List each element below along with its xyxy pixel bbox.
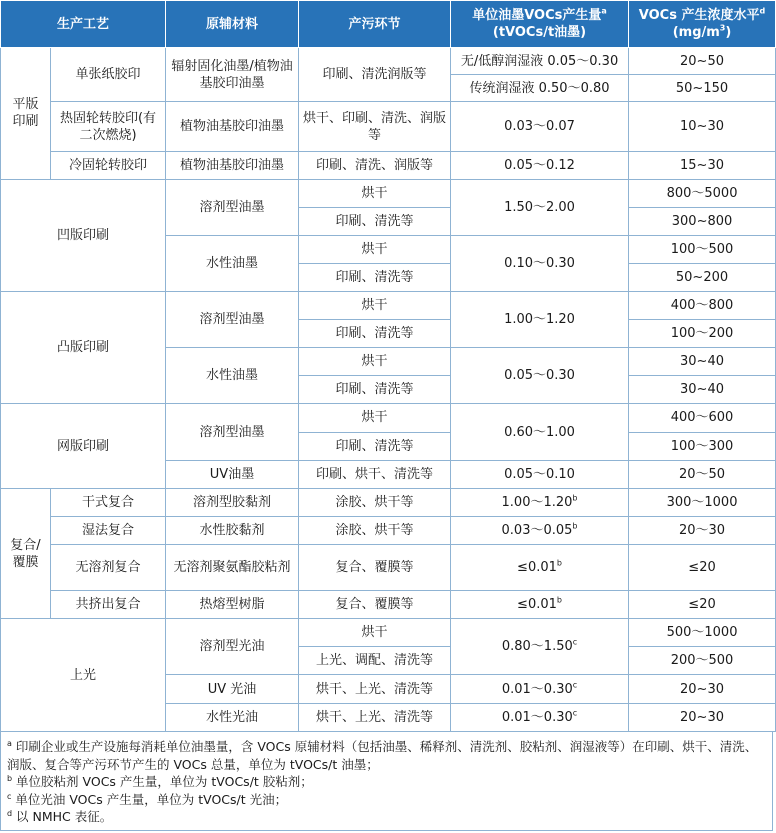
- stage-cell: 印刷、清洗等: [299, 320, 451, 348]
- vocs-cell: 1.00～1.20$^b$: [451, 488, 629, 516]
- vocs-cell: 传统润湿液 0.50～0.80: [451, 75, 629, 102]
- stage-cell: 印刷、烘干、清洗等: [299, 460, 451, 488]
- material-cell: 植物油基胶印油墨: [166, 152, 299, 179]
- group-varnish: 上光: [1, 619, 166, 732]
- vocs-cell: 0.60～1.00: [451, 404, 629, 460]
- footnote-b: $^b$ 单位胶粘剂 VOCs 产生量，单位为 tVOCs/t 胶粘剂；: [7, 773, 313, 789]
- table-row: [1, 152, 776, 179]
- stage-cell: 烘干: [299, 235, 451, 263]
- table-row: [1, 48, 776, 75]
- material-cell: 溶剂型光油: [166, 619, 299, 675]
- stage-cell: 烘干、上光、清洗等: [299, 675, 451, 703]
- stage-cell: 烘干: [299, 404, 451, 432]
- table-row: [1, 179, 776, 207]
- concentration-cell: 15~30: [629, 152, 776, 179]
- table-row: [1, 291, 776, 319]
- group-offset: 平版印刷: [1, 48, 51, 180]
- table-footnotes: [0, 732, 773, 831]
- concentration-cell: 20~30: [629, 703, 776, 731]
- material-cell: 水性胶黏剂: [166, 516, 299, 544]
- material-cell: 溶剂型油墨: [166, 404, 299, 460]
- concentration-cell: 500～1000: [629, 619, 776, 647]
- table-row: [1, 544, 776, 590]
- concentration-cell: 300～1000: [629, 488, 776, 516]
- vocs-cell: 0.10～0.30: [451, 235, 629, 291]
- stage-cell: 烘干: [299, 348, 451, 376]
- concentration-cell: 400～800: [629, 291, 776, 319]
- concentration-cell: 20~50: [629, 48, 776, 75]
- stage-cell: 烘干: [299, 291, 451, 319]
- stage-cell: 复合、覆膜等: [299, 591, 451, 619]
- concentration-cell: 30~40: [629, 376, 776, 404]
- concentration-cell: 30~40: [629, 348, 776, 376]
- vocs-cell: 0.03～0.05$^b$: [451, 516, 629, 544]
- vocs-cell: 1.50～2.00: [451, 179, 629, 235]
- process-cell: 无溶剂复合: [51, 544, 166, 590]
- stage-cell: 烘干、上光、清洗等: [299, 703, 451, 731]
- stage-cell: 印刷、清洗等: [299, 376, 451, 404]
- stage-cell: 印刷、清洗、润版等: [299, 152, 451, 179]
- stage-cell: 烘干: [299, 619, 451, 647]
- process-cell: 共挤出复合: [51, 591, 166, 619]
- stage-cell: 印刷、清洗等: [299, 432, 451, 460]
- concentration-cell: 20～50: [629, 460, 776, 488]
- group-laminate: 复合/覆膜: [1, 488, 51, 619]
- footnote-d: $^d$ 以 NMHC 表征。: [7, 808, 113, 824]
- stage-cell: 上光、调配、清洗等: [299, 647, 451, 675]
- process-cell: 热固轮转胶印(有二次燃烧): [51, 102, 166, 152]
- vocs-cell: 0.05～0.10: [451, 460, 629, 488]
- table-header-row: [1, 1, 776, 48]
- material-cell: 水性光油: [166, 703, 299, 731]
- material-cell: 植物油基胶印油墨: [166, 102, 299, 152]
- material-cell: 热熔型树脂: [166, 591, 299, 619]
- concentration-cell: 800～5000: [629, 179, 776, 207]
- stage-cell: 印刷、清洗润版等: [299, 48, 451, 102]
- header-unit-vocs: 单位油墨VOCs产生量$^a$ (tVOCs/t油墨): [451, 1, 629, 48]
- stage-cell: 涂胶、烘干等: [299, 488, 451, 516]
- concentration-cell: ≤20: [629, 544, 776, 590]
- header-stage: 产污环节: [299, 1, 451, 48]
- material-cell: UV 光油: [166, 675, 299, 703]
- concentration-cell: 100～200: [629, 320, 776, 348]
- material-cell: 辐射固化油墨/植物油基胶印油墨: [166, 48, 299, 102]
- table-row: [1, 488, 776, 516]
- material-cell: 溶剂型胶黏剂: [166, 488, 299, 516]
- concentration-cell: 50~150: [629, 75, 776, 102]
- group-gravure: 凹版印刷: [1, 179, 166, 291]
- vocs-cell: 0.03～0.07: [451, 102, 629, 152]
- material-cell: UV油墨: [166, 460, 299, 488]
- process-cell: 单张纸胶印: [51, 48, 166, 102]
- process-cell: 湿法复合: [51, 516, 166, 544]
- footnote-a: $^a$ 印刷企业或生产设施每消耗单位油墨量，含 VOCs 原辅材料（包括油墨、稀释剂、清洗剂、胶粘剂、润湿液等）在印刷、烘干、清洗、润版、复合等产污环节产生的 VOCs 总量，单位为 tVOCs/t 油墨；: [7, 738, 758, 772]
- footnote-c: $^c$ 单位光油 VOCs 产生量，单位为 tVOCs/t 光油；: [7, 791, 288, 807]
- vocs-cell: ≤0.01$^b$: [451, 591, 629, 619]
- vocs-cell: 1.00～1.20: [451, 291, 629, 347]
- concentration-cell: ≤20: [629, 591, 776, 619]
- concentration-cell: 400～600: [629, 404, 776, 432]
- vocs-cell: 0.01～0.30$^c$: [451, 703, 629, 731]
- stage-cell: 印刷、清洗等: [299, 207, 451, 235]
- stage-cell: 复合、覆膜等: [299, 544, 451, 590]
- stage-cell: 烘干: [299, 179, 451, 207]
- vocs-cell: 0.01～0.30$^c$: [451, 675, 629, 703]
- process-cell: 冷固轮转胶印: [51, 152, 166, 179]
- table-row: [1, 404, 776, 432]
- table-row: [1, 619, 776, 647]
- header-process: 生产工艺: [1, 1, 166, 48]
- table-row: [1, 591, 776, 619]
- vocs-cell: ≤0.01$^b$: [451, 544, 629, 590]
- stage-cell: 涂胶、烘干等: [299, 516, 451, 544]
- concentration-cell: 100～500: [629, 235, 776, 263]
- table-row: [1, 102, 776, 152]
- group-screen: 网版印刷: [1, 404, 166, 488]
- vocs-cell: 0.05～0.30: [451, 348, 629, 404]
- material-cell: 水性油墨: [166, 348, 299, 404]
- concentration-cell: 20~30: [629, 675, 776, 703]
- concentration-cell: 50~200: [629, 263, 776, 291]
- table-row: [1, 516, 776, 544]
- material-cell: 水性油墨: [166, 235, 299, 291]
- material-cell: 溶剂型油墨: [166, 179, 299, 235]
- group-flexo: 凸版印刷: [1, 291, 166, 403]
- vocs-cell: 无/低醇润湿液 0.05～0.30: [451, 48, 629, 75]
- material-cell: 无溶剂聚氨酯胶粘剂: [166, 544, 299, 590]
- process-cell: 干式复合: [51, 488, 166, 516]
- vocs-cell: 0.80～1.50$^c$: [451, 619, 629, 675]
- concentration-cell: 100～300: [629, 432, 776, 460]
- concentration-cell: 10~30: [629, 102, 776, 152]
- vocs-cell: 0.05～0.12: [451, 152, 629, 179]
- concentration-cell: 200～500: [629, 647, 776, 675]
- header-concentration: VOCs 产生浓度水平$^d$ $(mg/m^3)$: [629, 1, 776, 48]
- concentration-cell: 20～30: [629, 516, 776, 544]
- concentration-cell: 300~800: [629, 207, 776, 235]
- header-material: 原辅材料: [166, 1, 299, 48]
- stage-cell: 烘干、印刷、清洗、润版等: [299, 102, 451, 152]
- material-cell: 溶剂型油墨: [166, 291, 299, 347]
- stage-cell: 印刷、清洗等: [299, 263, 451, 291]
